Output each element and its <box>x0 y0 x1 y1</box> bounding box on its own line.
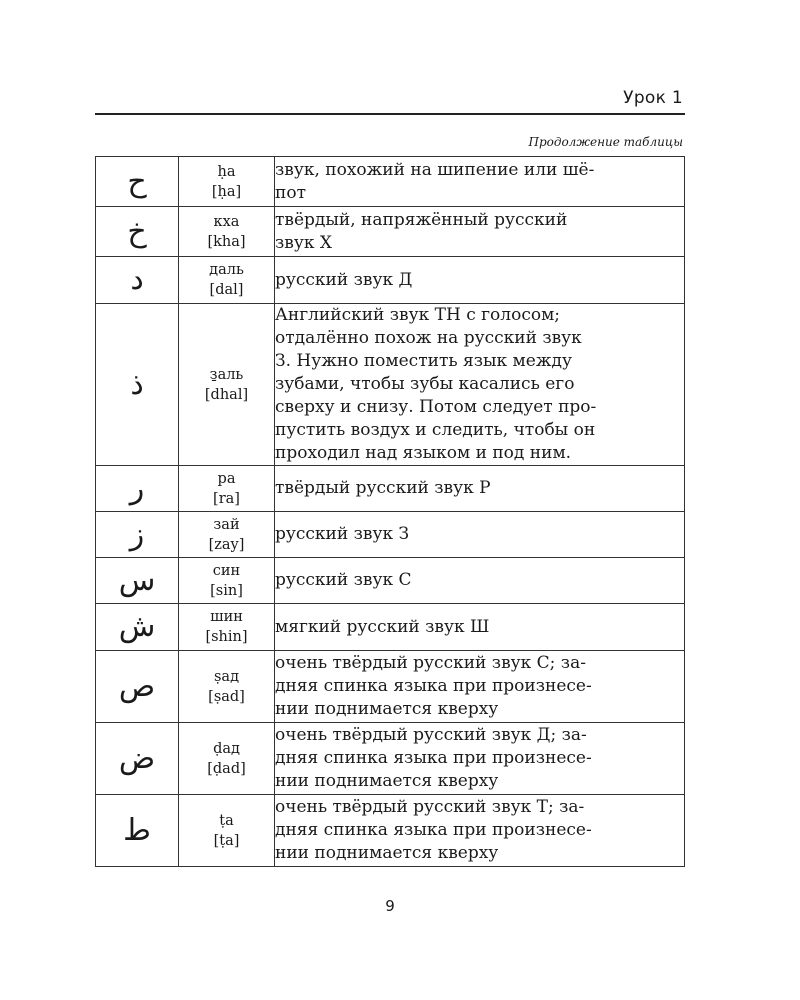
sound-description: русский звук З <box>275 512 685 558</box>
letter-name-cell <box>179 466 275 512</box>
letter-name-cell <box>179 795 275 867</box>
arabic-letter: ط <box>96 795 179 867</box>
letter-name: ṭа <box>219 812 234 829</box>
letter-transliteration: [ḍad] <box>207 760 246 777</box>
table-row <box>96 207 685 257</box>
sound-description: очень твёрдый русский звук Д; за- дняя спинка языка при произнесе- нии поднимается кверху <box>275 723 685 795</box>
letter-transliteration: [dal] <box>209 282 244 298</box>
arabic-letter: ذ <box>96 304 179 466</box>
letter-name: шин <box>210 609 243 625</box>
letter-name-cell <box>179 257 275 304</box>
sound-description: Английский звук TH с голосом; отдалённо похож на русский звук З. Нужно поместить язык между зубами, чтобы зубы касались его сверху и снизу. Потом следует про- пустить воздух и следить, чтобы он проходил над языком и под ним. <box>275 304 685 466</box>
letter-name-cell <box>179 558 275 604</box>
letter-transliteration: [zay] <box>208 536 245 553</box>
letter-transliteration: [ra] <box>213 490 240 507</box>
arabic-letter: ش <box>96 604 179 651</box>
sound-description: звук, похожий на шипение или шё- пот <box>275 157 685 207</box>
sound-description: очень твёрдый русский звук Т; за- дняя спинка языка при произнесе- нии поднимается кверху <box>275 795 685 867</box>
letter-name: ḥа <box>217 163 236 180</box>
sound-description: русский звук С <box>275 558 685 604</box>
table-row <box>96 604 685 651</box>
header-rule <box>95 113 685 115</box>
letter-transliteration: [ṭa] <box>213 832 240 849</box>
arabic-letter: د <box>96 257 179 304</box>
running-head: Урок 1 <box>623 88 683 108</box>
sound-description: русский звук Д <box>275 257 685 304</box>
letter-name: з̱аль <box>209 366 244 383</box>
letter-name: ḍад <box>213 740 240 757</box>
letter-name: ра <box>217 470 236 487</box>
arabic-letter: ح <box>96 157 179 207</box>
letter-transliteration: [sin] <box>210 582 243 599</box>
letter-transliteration: [shin] <box>205 629 248 645</box>
sound-description: мягкий русский звук Ш <box>275 604 685 651</box>
letter-name-cell <box>179 207 275 257</box>
letter-transliteration: [ḥa] <box>211 183 242 200</box>
letter-name: кха <box>213 213 240 230</box>
letter-name-cell <box>179 157 275 207</box>
arabic-letter: ض <box>96 723 179 795</box>
letter-name: ṣад <box>213 668 239 685</box>
letter-name-cell <box>179 512 275 558</box>
page-number: 9 <box>385 897 395 915</box>
letter-name-cell <box>179 604 275 651</box>
arabic-letter: س <box>96 558 179 604</box>
table-row <box>96 466 685 512</box>
table-row <box>96 257 685 304</box>
arabic-letter: ز <box>96 512 179 558</box>
letter-name: зай <box>213 516 240 533</box>
sound-description: очень твёрдый русский звук С; за- дняя спинка языка при произнесе- нии поднимается кверху <box>275 651 685 723</box>
table-row <box>96 795 685 867</box>
letter-name-cell <box>179 651 275 723</box>
table-row <box>96 723 685 795</box>
table-row <box>96 651 685 723</box>
table-continuation-note: Продолжение таблицы <box>528 135 683 149</box>
letter-name: даль <box>209 262 244 278</box>
letter-name-cell <box>179 723 275 795</box>
letter-transliteration: [ṣad] <box>208 688 245 705</box>
arabic-letter: ص <box>96 651 179 723</box>
sound-description: твёрдый русский звук Р <box>275 466 685 512</box>
table-row <box>96 157 685 207</box>
letter-name-cell <box>179 304 275 466</box>
letter-transliteration: [kha] <box>207 233 246 250</box>
table-row <box>96 512 685 558</box>
arabic-letter: خ <box>96 207 179 257</box>
letter-transliteration: [dhal] <box>204 386 249 403</box>
arabic-letter: ر <box>96 466 179 512</box>
letter-name: син <box>212 562 241 579</box>
table-row <box>96 304 685 466</box>
table-row <box>96 558 685 604</box>
sound-description: твёрдый, напряжённый русский звук Х <box>275 207 685 257</box>
arabic-letters-table <box>95 156 685 867</box>
